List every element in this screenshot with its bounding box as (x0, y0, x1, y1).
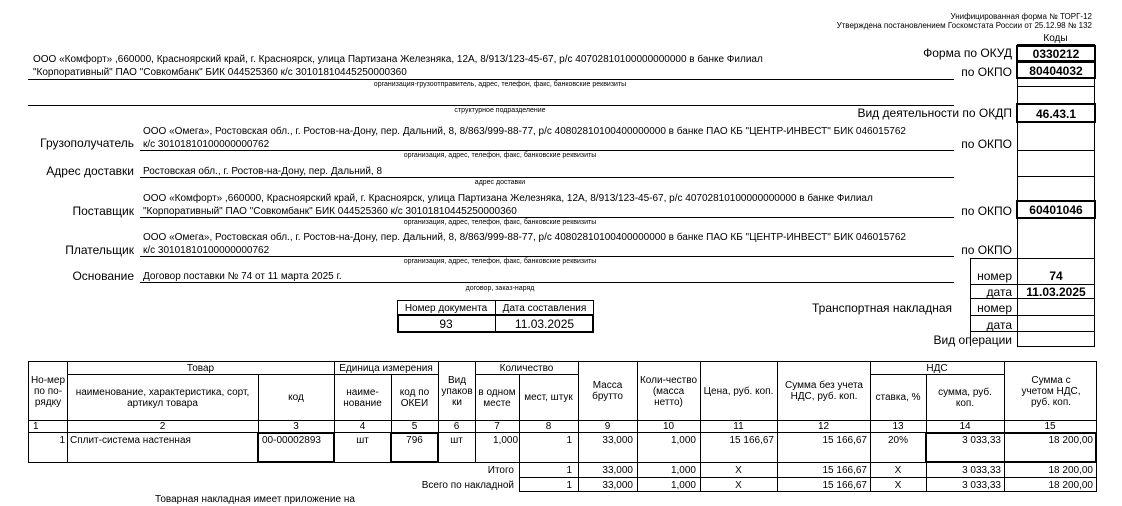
recipient-label: Грузополучатель (40, 136, 134, 150)
total-label: Итого (487, 465, 514, 476)
code-line (1017, 258, 1095, 259)
row-vat-rate: 20% (888, 435, 909, 446)
col-num-12: 12 (817, 421, 830, 432)
basis-number-value: 74 (1049, 269, 1063, 283)
col-num-7: 7 (494, 421, 500, 432)
total-vat-sum: 3 033,33 (962, 465, 1001, 476)
basis-label: Основание (72, 269, 134, 283)
total-sum-no-vat: 15 166,67 (822, 465, 867, 476)
delivery-value: Ростовская обл., г. Ростов-на-Дону, пер. Дальний, 8 (143, 166, 383, 177)
okpo-sender-value: 80404032 (1029, 64, 1083, 78)
row-pack: шт (450, 435, 463, 446)
total-vat-rate: Х (894, 465, 902, 476)
okdp-value: 46.43.1 (1035, 107, 1077, 121)
th-sum-vat: Сумма с учетом НДС, руб. коп. (1021, 374, 1081, 408)
col-num-5: 5 (411, 421, 418, 432)
okud-label: Форма по ОКУД (923, 46, 1012, 60)
supplier-line1: ООО «Комфорт» ,660000, Красноярский край, г. Красноярск, улица Партизана Железняка, 12А, 8/913/123-45-67, р/с 40702810100000000000 в банке Филиал (143, 193, 873, 204)
grand-net: 1,000 (670, 480, 696, 491)
basis-date-label: дата (986, 285, 1012, 299)
division-underline (28, 105, 954, 106)
grand-vat-sum: 3 033,33 (962, 480, 1001, 491)
doc-date-value: 11.03.2025 (514, 317, 575, 331)
th-price: Цена, руб. коп. (703, 385, 774, 397)
col-num-15: 15 (1044, 421, 1056, 432)
th-num: Но-мер по по-рядку (30, 374, 66, 408)
row-price: 15 166,67 (729, 435, 774, 446)
col-num-3: 3 (293, 421, 299, 432)
division-caption: структурное подразделение (454, 107, 546, 114)
approved-note: Утверждена постановлением Госкомстата России от 25.12.98 № 132 (836, 21, 1092, 30)
th-vat: НДС (926, 362, 948, 374)
sender-underline (28, 79, 954, 80)
th-vat-rate: ставка, % (875, 392, 921, 403)
col-num-2: 2 (159, 421, 166, 432)
codes-left-border (1017, 44, 1018, 346)
delivery-underline (140, 177, 954, 178)
doc-number-value: 93 (439, 317, 453, 331)
row-code: 00-00002893 (262, 435, 321, 446)
col-num-13: 13 (892, 421, 904, 432)
row-okei: 796 (406, 435, 423, 446)
th-sum-no-vat: Сумма без учета НДС, руб. коп. (785, 380, 863, 402)
codes-right-border (1094, 44, 1095, 346)
row-vat-sum: 3 033,33 (962, 435, 1001, 446)
col-num-11: 11 (733, 421, 744, 432)
basis-value: Договор поставки № 74 от 11 марта 2025 г. (143, 271, 342, 282)
th-qty: Количество (499, 362, 554, 374)
operation-label: Вид операции (933, 333, 1012, 347)
delivery-caption: адрес доставки (474, 179, 526, 186)
th-unit-name: наиме-нование (343, 386, 382, 409)
total-places: 1 (566, 465, 572, 476)
th-mass: Масса брутто (592, 380, 623, 402)
grand-price: Х (735, 480, 742, 491)
doc-date-label: Дата составления (502, 303, 587, 314)
appendix-note: Товарная накладная имеет приложение на (155, 494, 355, 505)
total-mass: 33,000 (602, 465, 633, 476)
recipient-caption: организация, адрес, телефон, факс, банковские реквизиты (403, 152, 597, 159)
recipient-line1: ООО «Омега», Ростовская обл., г. Ростов-на-Дону, пер. Дальний, 8, 8/863/999-88-77, р/с 40802810100400000000 в банке ПАО КБ "ЦЕНТР-ИНВЕСТ" БИК 046015762 (143, 126, 906, 137)
label-box-line (970, 315, 1017, 316)
supplier-line2: "Корпоративный" ПАО "Совкомбанк" БИК 044525360 к/с 30101810445250000360 (143, 206, 517, 217)
supplier-label: Поставщик (72, 204, 134, 218)
recipient-line2: к/с 30101810100000000762 (143, 139, 270, 150)
form-name: Унифицированная форма № ТОРГ-12 (950, 12, 1092, 21)
th-qty-places: мест, штук (524, 392, 573, 403)
basis-underline (140, 282, 954, 283)
grand-sum-no-vat: 15 166,67 (822, 480, 867, 491)
th-goods: Товар (186, 362, 215, 374)
th-goods-name: наименование, характеристика, сорт, артикул товара (75, 386, 250, 409)
grand-sum-vat: 18 200,00 (1048, 480, 1093, 491)
supplier-underline (140, 217, 954, 218)
row-places: 1 (566, 435, 572, 446)
okpo-supplier-label: по ОКПО (961, 204, 1012, 218)
basis-date-value: 11.03.2025 (1026, 285, 1086, 299)
okpo-payer-label: по ОКПО (961, 243, 1012, 257)
total-price: Х (735, 465, 742, 476)
row-net: 1,000 (670, 435, 696, 446)
recipient-underline (140, 150, 954, 151)
payer-underline (140, 256, 954, 257)
row-sum-vat: 18 200,00 (1048, 435, 1093, 446)
code-line (1017, 176, 1095, 177)
sender-caption: организация-грузоотправитель, адрес, телефон, факс, банковские реквизиты (373, 81, 627, 88)
codes-title: Коды (1043, 33, 1068, 44)
code-line (1017, 331, 1095, 332)
col-num-8: 8 (545, 421, 552, 432)
grand-mass: 33,000 (602, 480, 633, 491)
col-num-10: 10 (662, 421, 675, 432)
doc-number-label: Номер документа (404, 303, 488, 314)
th-qty-one: в одном месте (478, 386, 516, 409)
th-qty-net: Коли-чество (масса нетто) (639, 374, 698, 408)
col-num-4: 4 (359, 421, 366, 432)
payer-caption: организация, адрес, телефон, факс, банковские реквизиты (403, 258, 597, 265)
col-line (1096, 361, 1097, 491)
grand-label: Всего по накладной (421, 480, 514, 491)
row-sum-no-vat: 15 166,67 (822, 435, 867, 446)
payer-line1: ООО «Омега», Ростовская обл., г. Ростов-на-Дону, пер. Дальний, 8, 8/863/999-88-77, р/с 40802810100400000000 в банке ПАО КБ "ЦЕНТР-ИНВЕСТ" БИК 046015762 (143, 232, 906, 243)
col-num-1: 1 (33, 421, 39, 432)
transport-label: Транспортная накладная (812, 301, 953, 315)
okdp-label: Вид деятельности по ОКДП (857, 106, 1012, 120)
okpo-sender-label: по ОКПО (961, 65, 1012, 79)
total-net: 1,000 (670, 465, 696, 476)
delivery-label: Адрес доставки (46, 164, 134, 178)
row-name: Сплит-система настенная (70, 435, 191, 446)
th-unit: Единица измерения (339, 362, 433, 374)
supplier-caption: организация, адрес, телефон, факс, банковские реквизиты (403, 219, 597, 226)
sender-line1: ООО «Комфорт» ,660000, Красноярский край, г. Красноярск, улица Партизана Железняка, 12А, 8/913/123-45-67, р/с 40702810100000000000 в банке Филиал (33, 54, 763, 65)
basis-number-label: номер (977, 269, 1012, 283)
row-num: 1 (59, 435, 65, 446)
col-num-9: 9 (604, 421, 611, 432)
okpo-supplier-value: 60401046 (1029, 203, 1083, 217)
code-line (1017, 150, 1095, 151)
col-num-14: 14 (959, 421, 971, 432)
okpo-recipient-label: по ОКПО (961, 137, 1012, 151)
total-bottom (519, 477, 1097, 478)
code-line (1017, 315, 1095, 316)
row-unit-name: шт (356, 435, 369, 446)
col-line (475, 361, 476, 462)
code-line (1017, 86, 1095, 87)
transport-date-label: дата (986, 318, 1012, 332)
row-mass: 33,000 (602, 435, 633, 446)
grand-vat-rate: Х (894, 480, 902, 491)
th-pack: Вид упаков ки (441, 374, 473, 408)
col-num-6: 6 (453, 421, 460, 432)
payer-label: Плательщик (65, 243, 134, 257)
codes-bottom-border (1017, 346, 1095, 347)
grand-places: 1 (566, 480, 572, 491)
th-vat-sum: сумма, руб. коп. (938, 386, 992, 409)
th-unit-okei: код по ОКЕИ (399, 386, 430, 409)
grand-bottom (519, 491, 1097, 492)
th-goods-code: код (288, 392, 304, 403)
transport-number-label: номер (977, 301, 1012, 315)
label-box-line (970, 258, 1017, 259)
payer-line2: к/с 30101810100000000762 (143, 245, 270, 256)
okud-value: 0330212 (1032, 47, 1080, 61)
row-qty-one: 1,000 (493, 435, 519, 446)
basis-caption: договор, заказ-наряд (465, 285, 535, 292)
sender-line2: "Корпоративный" ПАО "Совкомбанк" БИК 044525360 к/с 30101810445250000360 (33, 67, 407, 78)
total-sum-vat: 18 200,00 (1048, 465, 1093, 476)
